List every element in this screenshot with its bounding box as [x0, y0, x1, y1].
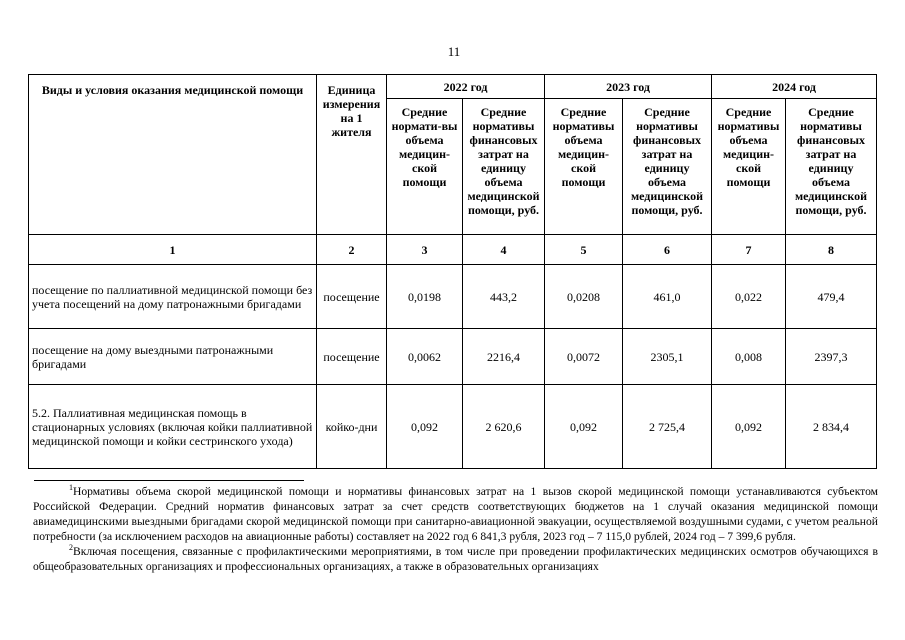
footnote-1 — [33, 484, 878, 544]
cell-value: 2 834,4 — [786, 385, 877, 469]
footnote-text: Включая посещения, связанные с профилактическими мероприятиями, в том числе при проведении профилактических медицинских осмотров обучающихся в общеобразовательных организациях и профессиональных организациях, а также в образовательных организациях — [33, 545, 878, 573]
column-number: 4 — [463, 235, 545, 265]
table-row — [29, 329, 877, 385]
cell-value: 0,022 — [712, 265, 786, 329]
cell-value: 0,092 — [545, 385, 623, 469]
cell-value: 443,2 — [463, 265, 545, 329]
header-volume-2023: Средние нормативы объема медицин-ской помощи — [545, 99, 623, 235]
column-number: 6 — [623, 235, 712, 265]
column-number: 2 — [317, 235, 387, 265]
table-row — [29, 385, 877, 469]
header-cost-2022: Средние нормативы финансовых затрат на единицу объема медицинской помощи, руб. — [463, 99, 545, 235]
header-year-2022: 2022 год — [387, 75, 545, 99]
header-cost-2023: Средние нормативы финансовых затрат на единицу объема медицинской помощи, руб. — [623, 99, 712, 235]
cell-value: 2397,3 — [786, 329, 877, 385]
column-number: 7 — [712, 235, 786, 265]
column-number: 8 — [786, 235, 877, 265]
row-unit: койко-дни — [317, 385, 387, 469]
table-row — [29, 265, 877, 329]
header-year-2023: 2023 год — [545, 75, 712, 99]
cell-value: 0,092 — [712, 385, 786, 469]
cell-value: 0,0062 — [387, 329, 463, 385]
row-unit: посещение — [317, 265, 387, 329]
row-name: посещение по паллиативной медицинской помощи без учета посещений на дому патронажными бригадами — [29, 265, 317, 329]
cell-value: 0,092 — [387, 385, 463, 469]
cell-value: 0,0198 — [387, 265, 463, 329]
page-number: 11 — [447, 44, 461, 59]
cell-value: 461,0 — [623, 265, 712, 329]
row-name: посещение на дому выездными патронажными бригадами — [29, 329, 317, 385]
cell-value: 2305,1 — [623, 329, 712, 385]
header-unit: Единица измерения на 1 жителя — [317, 75, 387, 235]
header-row-years — [29, 75, 877, 99]
cell-value: 0,008 — [712, 329, 786, 385]
row-unit: посещение — [317, 329, 387, 385]
cell-value: 2 725,4 — [623, 385, 712, 469]
header-cost-2024: Средние нормативы финансовых затрат на единицу объема медицинской помощи, руб. — [786, 99, 877, 235]
header-volume-2022: Средние нормати-вы объема медицин-ской помощи — [387, 99, 463, 235]
column-number-row — [29, 235, 877, 265]
footnote-text: Нормативы объема скорой медицинской помощи и нормативы финансовых затрат на 1 вызов скорой медицинской помощи устанавливаются субъектом Российской Федерации. Средний норматив финансовых затрат за счет средств соответствующих бюджетов на 1 случай оказания медицинской помощи авиамедицинскими выездными бригадами скорой медицинской помощи при санитарно-авиационной эвакуации, осуществляемой воздушными судами, с учетом реальной потребности (за исключением расходов на авиационные работы) составляет на 2022 год 6 841,3 рубля, 2023 год – 7 115,0 рублей, 2024 год – 7 399,6 рубля. — [33, 485, 878, 543]
cell-value: 2216,4 — [463, 329, 545, 385]
footnote-mark: 1 — [69, 483, 73, 493]
norms-table — [28, 74, 877, 469]
column-number: 3 — [387, 235, 463, 265]
footnotes — [33, 480, 878, 574]
header-year-2024: 2024 год — [712, 75, 877, 99]
header-kind: Виды и условия оказания медицинской помощи — [29, 75, 317, 235]
cell-value: 0,0072 — [545, 329, 623, 385]
cell-value: 2 620,6 — [463, 385, 545, 469]
cell-value: 0,0208 — [545, 265, 623, 329]
row-name: 5.2. Паллиативная медицинская помощь в стационарных условиях (включая койки паллиативной медицинской помощи и койки сестринского ухода) — [29, 385, 317, 469]
cell-value: 479,4 — [786, 265, 877, 329]
column-number: 1 — [29, 235, 317, 265]
header-volume-2024: Средние нормативы объема медицин-ской помощи — [712, 99, 786, 235]
footnote-2 — [33, 544, 878, 574]
footnote-mark: 2 — [69, 543, 73, 553]
column-number: 5 — [545, 235, 623, 265]
